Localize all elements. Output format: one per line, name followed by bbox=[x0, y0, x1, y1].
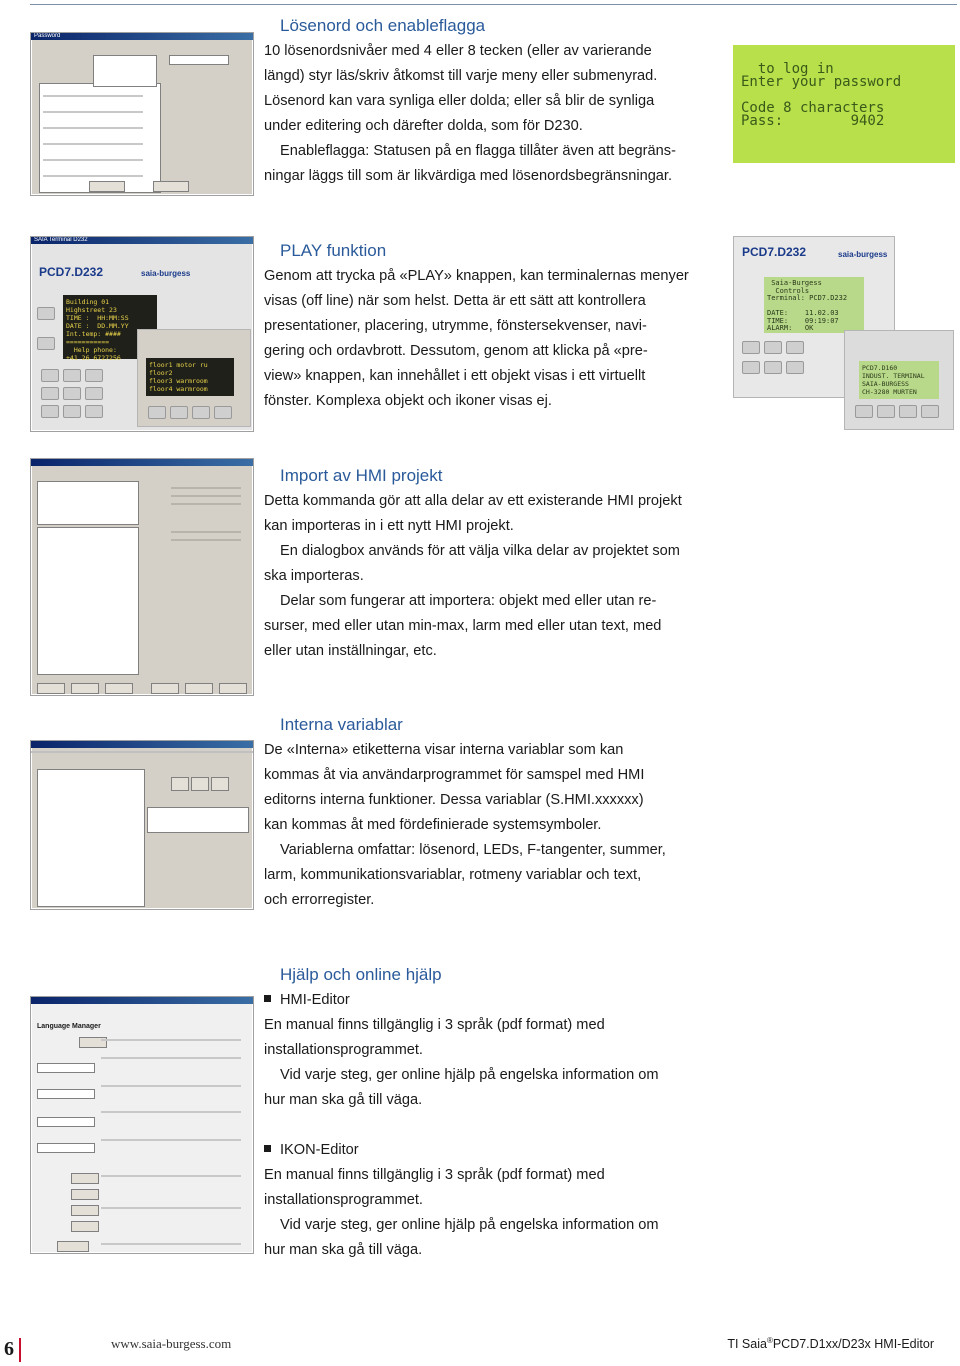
import-tree-top bbox=[37, 481, 139, 525]
terminal-simulator-screenshot bbox=[30, 236, 254, 432]
bullet-ikon-editor: IKON-Editor bbox=[264, 1138, 724, 1163]
key[interactable] bbox=[37, 337, 55, 350]
text-line: under editering och därefter dolda, som för D230. bbox=[264, 118, 583, 134]
clear-all-button[interactable] bbox=[105, 683, 133, 694]
text-line: Genom att trycka på «PLAY» knappen, kan terminalernas menyer bbox=[264, 268, 689, 284]
key[interactable] bbox=[877, 405, 895, 418]
editor-titlebar bbox=[31, 741, 253, 748]
key[interactable] bbox=[786, 341, 804, 354]
help-button[interactable] bbox=[71, 1189, 99, 1200]
key[interactable] bbox=[85, 405, 103, 418]
key[interactable] bbox=[764, 361, 782, 374]
toolbar-button[interactable] bbox=[211, 777, 229, 791]
text-line: gering och ordavbrott. Dessutom, genom att klicka på «pre- bbox=[264, 343, 648, 359]
saia-brand-right: saia-burgess bbox=[838, 250, 888, 259]
edit-button[interactable] bbox=[71, 1173, 99, 1184]
body-internal bbox=[264, 738, 724, 913]
text-line: eller utan inställningar, etc. bbox=[264, 643, 437, 659]
heading-help: Hjälp och online hjälp bbox=[280, 965, 442, 984]
language-select bbox=[37, 1089, 95, 1099]
key[interactable] bbox=[63, 387, 81, 400]
text-line: larm, kommunikationsvariablar, rotmeny variablar och text, bbox=[264, 867, 642, 883]
text-line: Vid varje steg, ger online hjälp på engelska information om bbox=[280, 1217, 659, 1233]
text-line: kommas åt via användarprogrammet för samspel med HMI bbox=[264, 767, 645, 783]
body-play bbox=[264, 264, 724, 414]
preview-window bbox=[137, 329, 251, 427]
text-line: Vid varje steg, ger online hjälp på engelska information om bbox=[280, 1067, 659, 1083]
password-lcd-display: to log in Enter your password Code 8 characters Pass: 9402 bbox=[733, 45, 955, 163]
ok-button[interactable] bbox=[89, 181, 125, 192]
select-all-button[interactable] bbox=[71, 683, 99, 694]
key[interactable] bbox=[764, 341, 782, 354]
help-button[interactable] bbox=[71, 1205, 99, 1216]
text-line: En manual finns tillgänglig i 3 språk (pdf format) med bbox=[264, 1167, 605, 1183]
text-line: hur man ska gå till väga. bbox=[264, 1092, 423, 1108]
import-titlebar bbox=[31, 459, 253, 466]
key[interactable] bbox=[63, 369, 81, 382]
reference-language bbox=[37, 1143, 95, 1153]
ok-button[interactable] bbox=[151, 683, 179, 694]
text-line: visas (off line) när som helst. Detta är ett sätt att kontrollera bbox=[264, 293, 646, 309]
footer-url: www.saia-burgess.com bbox=[111, 1336, 232, 1351]
text-line: De «Interna» etiketterna visar interna variablar som kan bbox=[264, 742, 624, 758]
swap-button[interactable] bbox=[57, 1241, 89, 1252]
preview-key[interactable] bbox=[192, 406, 210, 419]
text-line: och errorregister. bbox=[264, 892, 375, 908]
dialog-titlebar bbox=[31, 33, 253, 40]
cancel-button[interactable] bbox=[185, 683, 213, 694]
key[interactable] bbox=[742, 361, 760, 374]
text-line: kan importeras in i ett nytt HMI projekt. bbox=[264, 518, 514, 534]
help-panel-title: Language Manager bbox=[37, 1023, 101, 1030]
body-password bbox=[264, 39, 724, 189]
key[interactable] bbox=[921, 405, 939, 418]
body-help bbox=[264, 988, 724, 1263]
key[interactable] bbox=[41, 387, 59, 400]
text-line: installationsprogrammet. bbox=[264, 1192, 423, 1208]
terminal-photo-d160 bbox=[844, 330, 954, 430]
key[interactable] bbox=[41, 405, 59, 418]
key[interactable] bbox=[37, 307, 55, 320]
import-dialog-screenshot bbox=[30, 458, 254, 696]
text-line: ska importeras. bbox=[264, 568, 364, 584]
preview-key[interactable] bbox=[148, 406, 166, 419]
heading-password: Lösenord och enableflagga bbox=[280, 16, 486, 35]
heading-internal: Interna variablar bbox=[280, 715, 403, 734]
key[interactable] bbox=[85, 369, 103, 382]
text-line: Variablerna omfattar: lösenord, LEDs, F-tangenter, summer, bbox=[280, 842, 666, 858]
text-line: surser, med eller utan min-max, larm med eller utan text, med bbox=[264, 618, 662, 634]
text-line: 10 lösenordsnivåer med 4 eller 8 tecken (eller av varierande bbox=[264, 43, 652, 59]
preview-key[interactable] bbox=[214, 406, 232, 419]
text-line: hur man ska gå till väga. bbox=[264, 1242, 423, 1258]
footer-title-suffix: PCD7.D1xx/D23x HMI-Editor bbox=[772, 1337, 934, 1352]
internal-variables-screenshot bbox=[30, 740, 254, 910]
language-list bbox=[37, 1063, 95, 1073]
footer-title-reg: ® bbox=[766, 1336, 773, 1345]
toolbar-button[interactable] bbox=[191, 777, 209, 791]
heading-import: Import av HMI projekt bbox=[280, 466, 443, 485]
footer-accent-bar bbox=[19, 1338, 21, 1362]
terminal-lcd-right: Saia-Burgess Controls Terminal: PCD7.D232 DATE: 11.02.03 TIME: 09:19:07 ALARM: OK bbox=[764, 277, 864, 333]
text-line: view» knappen, kan innehållet i ett objekt visas i ett virtuellt bbox=[264, 368, 646, 384]
internal-tree bbox=[37, 769, 145, 907]
dialog-title: Password bbox=[34, 33, 61, 39]
visibility-dropdown bbox=[169, 55, 229, 65]
language-manager-screenshot bbox=[30, 996, 254, 1254]
key[interactable] bbox=[742, 341, 760, 354]
text-line: installationsprogrammet. bbox=[264, 1042, 423, 1058]
review-language bbox=[37, 1117, 95, 1127]
cancel-button[interactable] bbox=[153, 181, 189, 192]
preview-lcd: floor1 motor ru floor2 floor3 warmroom floor4 warmroom bbox=[146, 358, 234, 396]
terminal-lcd-left: Building 01 Highstreet 23 TIME : HH:MM:SS DATE : DD.MM.YY Int.temp: #### =========== Help phone: +41 26 6727256 bbox=[63, 295, 157, 359]
body-import bbox=[264, 489, 724, 664]
text-line: Enableflagga: Statusen på en flagga tillåter även att begräns- bbox=[280, 143, 676, 159]
footer-title bbox=[727, 1336, 934, 1351]
text-line: ningar läggs till som är likvärdiga med lösenordsbegränsningar. bbox=[264, 168, 673, 184]
footer-title-prefix: TI Saia bbox=[727, 1337, 767, 1352]
help-titlebar bbox=[31, 997, 253, 1004]
key[interactable] bbox=[63, 405, 81, 418]
terminal-lcd-d160: PCD7.D160 INDUST. TERMINAL SAIA-BURGESS CH-3280 MURTEN bbox=[859, 361, 939, 399]
text-line: Delar som fungerar att importera: objekt med eller utan re- bbox=[280, 593, 657, 609]
preview-key[interactable] bbox=[170, 406, 188, 419]
page-number: 6 bbox=[4, 1338, 14, 1360]
password-length-dropdown bbox=[93, 55, 157, 87]
toolbar-button[interactable] bbox=[171, 777, 189, 791]
key[interactable] bbox=[786, 361, 804, 374]
top-rule bbox=[30, 4, 957, 5]
text-line: längd) styr läs/skriv åtkomst till varje meny eller submenyrad. bbox=[264, 68, 658, 84]
key[interactable] bbox=[41, 369, 59, 382]
text-line: Detta kommanda gör att alla delar av ett existerande HMI projekt bbox=[264, 493, 682, 509]
text-line: presentationer, placering, utrymme, fönstersekvenser, navi- bbox=[264, 318, 647, 334]
text-line: Lösenord kan vara synliga eller dolda; eller så blir de synliga bbox=[264, 93, 655, 109]
heading-play: PLAY funktion bbox=[280, 241, 387, 260]
bullet-hmi-editor: HMI-Editor bbox=[264, 988, 724, 1013]
password-dialog-screenshot bbox=[30, 32, 254, 196]
simulator-title: SAIA Terminal D232 bbox=[34, 237, 88, 243]
help-button[interactable] bbox=[219, 683, 247, 694]
help-button[interactable] bbox=[71, 1221, 99, 1232]
default-button[interactable] bbox=[37, 683, 65, 694]
internal-description bbox=[147, 807, 249, 833]
text-line: editorns interna funktioner. Dessa variablar (S.HMI.xxxxxx) bbox=[264, 792, 644, 808]
pcd-logo: PCD7.D232 bbox=[39, 265, 104, 279]
text-line: En manual finns tillgänglig i 3 språk (pdf format) med bbox=[264, 1017, 605, 1033]
text-line: fönster. Komplexa objekt och ikoner visas ej. bbox=[264, 393, 552, 409]
key[interactable] bbox=[855, 405, 873, 418]
pcd-logo-right: PCD7.D232 bbox=[742, 245, 807, 259]
text-line: En dialogbox används för att välja vilka delar av projektet som bbox=[280, 543, 680, 559]
key[interactable] bbox=[85, 387, 103, 400]
key[interactable] bbox=[899, 405, 917, 418]
saia-burgess-brand: saia-burgess bbox=[141, 269, 191, 278]
text-line: kan kommas åt med fördefinierade systemsymboler. bbox=[264, 817, 602, 833]
import-tree-objects bbox=[37, 527, 139, 675]
